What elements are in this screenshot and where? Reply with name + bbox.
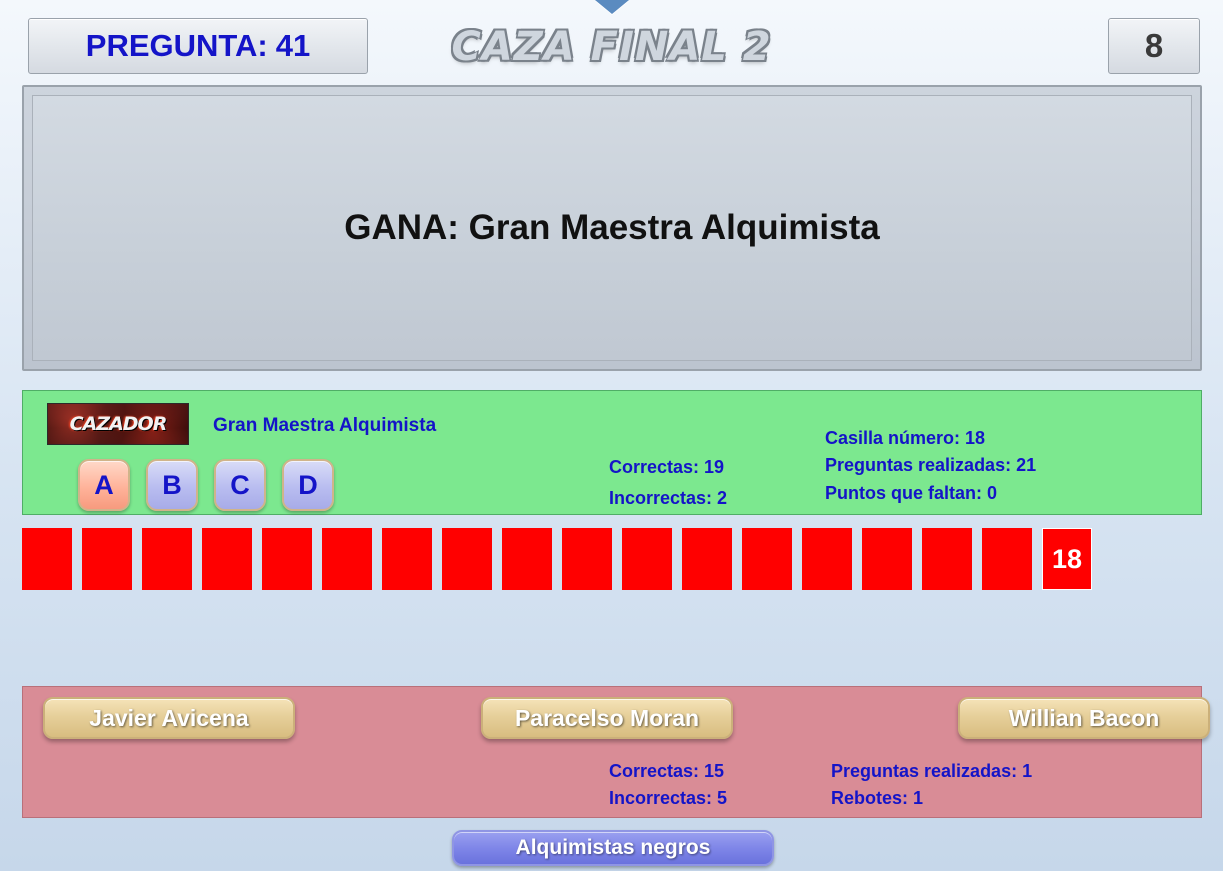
team-panel [22, 686, 1202, 818]
question-text: GANA: Gran Maestra Alquimista [344, 208, 880, 247]
hunter-correct-count: Correctas: 19 [609, 457, 725, 477]
board-cell-current[interactable]: 18 [1042, 528, 1092, 590]
board-cell[interactable] [442, 528, 492, 590]
board-cell[interactable] [502, 528, 552, 590]
hunter-questions-asked: Preguntas realizadas: 21 [825, 455, 1037, 475]
chevron-down-icon [595, 0, 629, 14]
board-cell[interactable] [802, 528, 852, 590]
hunter-square-number: Casilla número: 18 [825, 428, 986, 448]
player-button-1[interactable] [43, 697, 295, 739]
answer-option-b[interactable] [146, 459, 198, 511]
answer-option-c-label: C [230, 469, 250, 500]
page-title: CAZA FINAL 2 [451, 24, 772, 70]
hunter-name: Gran Maestra Alquimista [213, 415, 437, 436]
board-cell[interactable] [382, 528, 432, 590]
board-cell[interactable] [982, 528, 1032, 590]
board-cell[interactable] [22, 528, 72, 590]
team-name-label: Alquimistas negros [515, 836, 711, 859]
team-rebounds-count: Rebotes: 1 [831, 788, 924, 808]
answer-option-b-label: B [162, 469, 182, 500]
collapse-panel-arrow[interactable] [590, 0, 634, 16]
board-cell[interactable] [862, 528, 912, 590]
cazador-logo [47, 403, 189, 445]
question-display-panel [22, 85, 1202, 371]
board-cell[interactable] [622, 528, 672, 590]
answer-option-c[interactable] [214, 459, 266, 511]
player-3-name: Willian Bacon [1008, 704, 1160, 731]
round-counter-value: 8 [1144, 27, 1164, 64]
cazador-logo-text: CAZADOR [69, 413, 167, 435]
board-cell[interactable] [82, 528, 132, 590]
hunter-panel [22, 390, 1202, 515]
answer-option-a[interactable] [78, 459, 130, 511]
player-1-name: Javier Avicena [89, 704, 249, 731]
answer-option-d[interactable] [282, 459, 334, 511]
player-button-3[interactable] [958, 697, 1210, 739]
board-cell[interactable] [202, 528, 252, 590]
question-number: 41 [275, 28, 311, 63]
question-display-inner [32, 95, 1192, 361]
board-cell[interactable] [922, 528, 972, 590]
board-cell[interactable] [682, 528, 732, 590]
board [22, 528, 1202, 592]
answer-option-a-label: A [94, 469, 114, 500]
team-incorrect-count: Incorrectas: 5 [609, 788, 728, 808]
team-correct-count: Correctas: 15 [609, 761, 725, 781]
board-cell[interactable] [262, 528, 312, 590]
board-cell[interactable] [142, 528, 192, 590]
player-2-name: Paracelso Moran [514, 704, 700, 731]
board-cell[interactable] [742, 528, 792, 590]
round-counter-box [1108, 18, 1200, 74]
header [0, 18, 1223, 82]
hunter-incorrect-count: Incorrectas: 2 [609, 488, 728, 508]
team-questions-asked: Preguntas realizadas: 1 [831, 761, 1033, 781]
hunter-points-left: Puntos que faltan: 0 [825, 483, 998, 503]
question-label: PREGUNTA: [85, 28, 268, 63]
player-button-2[interactable] [481, 697, 733, 739]
board-cell[interactable] [562, 528, 612, 590]
team-name-button[interactable] [452, 830, 774, 866]
answer-option-d-label: D [298, 469, 318, 500]
board-cell[interactable] [322, 528, 372, 590]
